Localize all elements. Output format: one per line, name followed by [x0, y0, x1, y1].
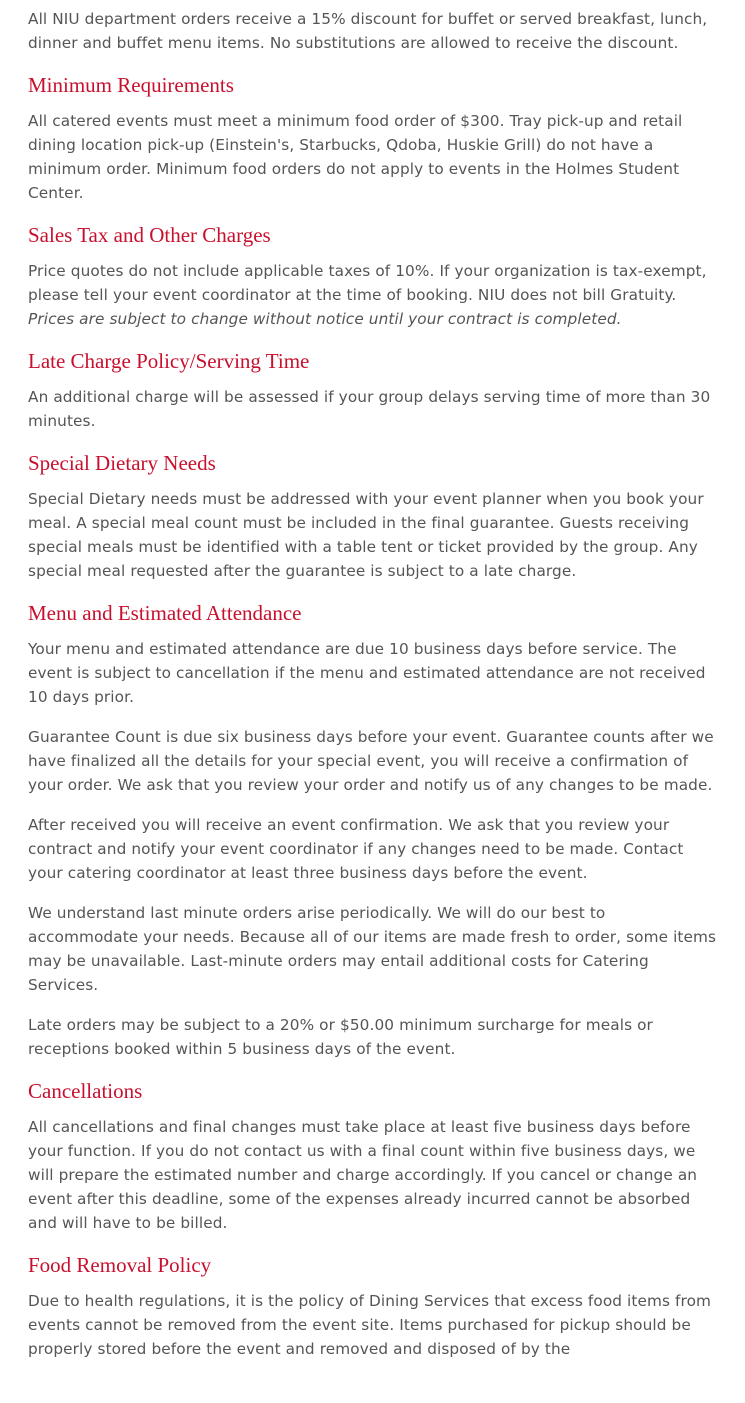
sales-tax-paragraph [28, 259, 720, 331]
confirmation-paragraph: After received you will receive an event confirmation. We ask that you review your contract and notify your event coordinator if any changes need to be made. Contact your catering coordinator at least three business days before the event. [28, 816, 684, 882]
special-dietary-paragraph: Special Dietary needs must be addressed with your event planner when you book your meal. A special meal count must be included in the final guarantee. Guests receiving special meals must be identified with a table tent or ticket provided by the group. Any special meal requested after the guarantee is subject to a late charge. [28, 490, 704, 580]
cancellations-paragraph: All cancellations and final changes must take place at least five business days before your function. If you do not contact us with a final count within five business days, we will prepare the estimated number and charge accordingly. If you cancel or change an event after this deadline, some of the expenses already incurred cannot be absorbed and will have to be billed. [28, 1118, 698, 1232]
minimum-requirements-paragraph: All catered events must meet a minimum food order of $300. Tray pick-up and retail dining location pick-up (Einstein's, Starbucks, Qdoba, Huskie Grill) do not have a minimum order. Minimum food orders do not apply to events in the Holmes Student Center. [28, 112, 683, 202]
policy-content [28, 7, 720, 1377]
sales-tax-text: Price quotes do not include applicable taxes of 10%. If your organization is tax-exempt, please tell your event coordinator at the time of booking. NIU does not bill Gratuity. [28, 262, 707, 304]
late-orders-paragraph: Late orders may be subject to a 20% or $50.00 minimum surcharge for meals or receptions booked within 5 business days of the event. [28, 1016, 653, 1058]
discount-paragraph: All NIU department orders receive a 15% discount for buffet or served breakfast, lunch, dinner and buffet menu items. No substitutions are allowed to receive the discount. [28, 10, 708, 52]
cancellations-heading: Cancellations [28, 1079, 143, 1103]
minimum-requirements-heading: Minimum Requirements [28, 73, 234, 97]
food-removal-paragraph: Due to health regulations, it is the policy of Dining Services that excess food items from events cannot be removed from the event site. Items purchased for pickup should be properly stored before the event and removed and disposed of by the [28, 1292, 712, 1358]
last-minute-orders-paragraph: We understand last minute orders arise periodically. We will do our best to accommodate your needs. Because all of our items are made fresh to order, some items may be unavailable. Last-minute orders may entail additional costs for Catering Services. [28, 904, 717, 994]
sales-tax-heading: Sales Tax and Other Charges [28, 223, 271, 247]
guarantee-count-paragraph: Guarantee Count is due six business days before your event. Guarantee counts after we have finalized all the details for your special event, you will receive a confirmation of your order. We ask that you review your order and notify us of any changes to be made. [28, 728, 714, 794]
menu-deadline-paragraph: Your menu and estimated attendance are due 10 business days before service. The event is subject to cancellation if the menu and estimated attendance are not received 10 days prior. [28, 640, 706, 706]
price-change-notice: Prices are subject to change without notice until your contract is completed. [28, 310, 622, 328]
late-charge-paragraph: An additional charge will be assessed if your group delays serving time of more than 30 minutes. [28, 388, 721, 430]
menu-attendance-heading: Menu and Estimated Attendance [28, 601, 302, 625]
late-charge-heading: Late Charge Policy/Serving Time [28, 349, 310, 373]
food-removal-heading: Food Removal Policy [28, 1253, 212, 1277]
special-dietary-heading: Special Dietary Needs [28, 451, 216, 475]
